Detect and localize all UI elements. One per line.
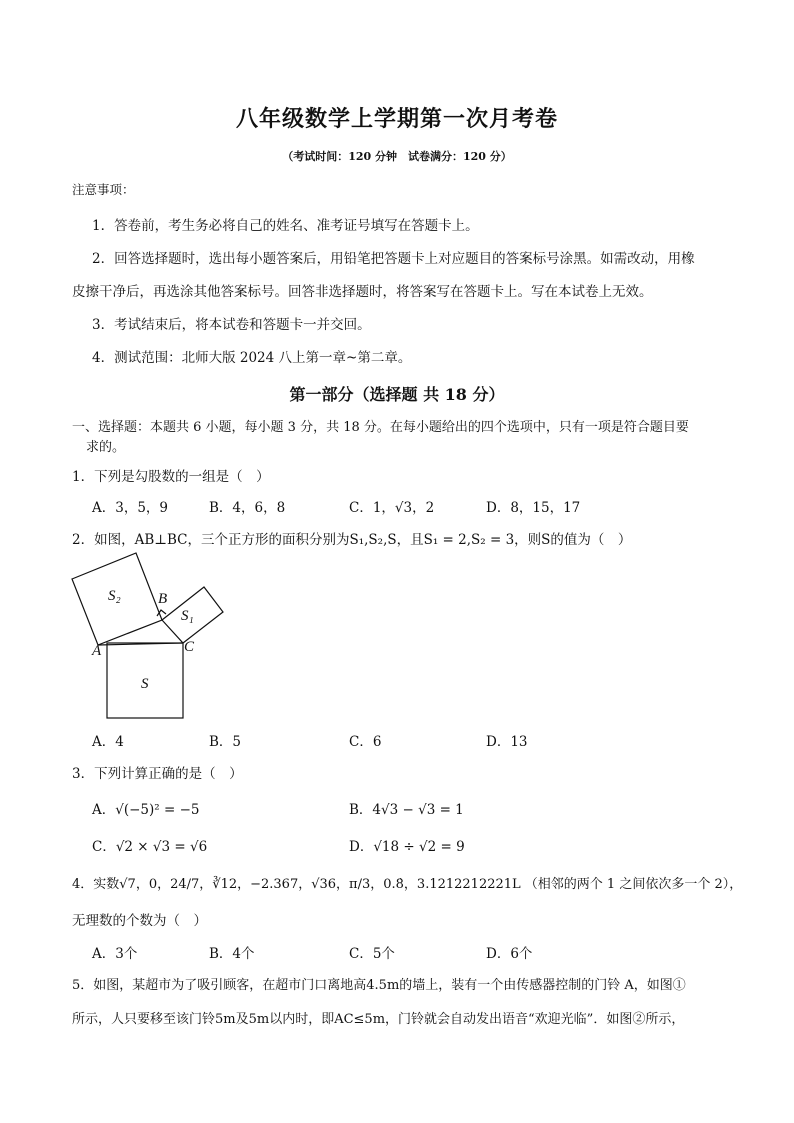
question-4-option-c: C．5个 <box>349 946 395 962</box>
note-item: 2．回答选择题时，选出每小题答案后，用铅笔把答题卡上对应题目的答案标号涂黑。如需改动，用橡 <box>92 251 695 267</box>
exam-info: （考试时间：120 分钟 试卷满分：120 分） <box>282 150 512 163</box>
question-4-stem-cont: 无理数的个数为（ ） <box>72 913 207 929</box>
question-2-option-a: A．4 <box>92 734 124 750</box>
question-2-stem: 2．如图，AB⊥BC，三个正方形的面积分别为S₁,S₂,S，且S₁ = 2,S₂ = 3，则S的值为（ ） <box>72 532 632 548</box>
question-4-option-d: D．6个 <box>486 946 533 962</box>
question-2-option-d: D．13 <box>486 734 528 750</box>
question-4-option-b: B．4个 <box>209 946 255 962</box>
question-3-option-b: B．4√3 − √3 = 1 <box>349 802 464 818</box>
question-5-text-cont: 所示，人只要移至该门铃5m及5m以内时，即AC≤5m，门铃就会自动发出语音“欢迎光临”．如图②所示， <box>72 1012 685 1027</box>
question-2-option-c: C．6 <box>349 734 382 750</box>
question-2-option-b: B．5 <box>209 734 242 750</box>
note-item: 3．考试结束后，将本试卷和答题卡一并交回。 <box>92 317 371 333</box>
question-1-option-c: C．1，√3，2 <box>349 500 435 516</box>
question-4-option-a: A．3个 <box>92 946 138 962</box>
note-item: 1．答卷前，考生务必将自己的姓名、准考证号填写在答题卡上。 <box>92 218 479 234</box>
question-3-option-a: A．√(−5)² = −5 <box>92 802 200 818</box>
question-1-stem: 1．下列是勾股数的一组是（ ） <box>72 469 270 485</box>
question-1-option-b: B．4，6，8 <box>209 500 286 516</box>
question-5-text: 5．如图，某超市为了吸引顾客，在超市门口离地高4.5m的墙上，装有一个由传感器控制的门铃 A，如图① <box>72 978 686 993</box>
question-3-option-c: C．√2 × √3 = √6 <box>92 839 208 855</box>
notes-heading: 注意事项： <box>72 182 135 197</box>
question-1-option-a: A．3，5，9 <box>92 500 169 516</box>
question-3-stem: 3．下列计算正确的是（ ） <box>72 766 243 782</box>
section-intro: 一、选择题：本题共 6 小题，每小题 3 分，共 18 分。在每小题给出的四个选项中，只有一项是符合题目要 <box>72 420 689 435</box>
label-s2: S₂ <box>108 588 121 604</box>
section-intro: 求的。 <box>86 440 126 455</box>
section-title: 第一部分（选择题 共 18 分） <box>289 385 505 404</box>
question-4-stem: 4．实数√7，0，24/7，∛12，−2.367，√36，π/3，0.8̇，3.1212212221L （相邻的两个 1 之间依次多一个 2）， <box>72 877 743 892</box>
page-title: 八年级数学上学期第一次月考卷 <box>235 106 558 132</box>
question-1-option-d: D．8，15，17 <box>486 500 581 516</box>
label-b: B <box>158 591 168 607</box>
label-s1: S₁ <box>181 608 194 624</box>
label-c: C <box>184 639 195 655</box>
note-item: 4．测试范围：北师大版 2024 八上第一章~第二章。 <box>92 350 412 366</box>
label-a: A <box>92 643 102 659</box>
question-3-option-d: D．√18 ÷ √2 = 9 <box>349 839 465 855</box>
question-2-figure <box>64 548 234 723</box>
note-item: 皮擦干净后，再选涂其他答案标号。回答非选择题时，将答案写在答题卡上。写在本试卷上无效。 <box>72 284 653 300</box>
label-s: S <box>141 676 149 692</box>
